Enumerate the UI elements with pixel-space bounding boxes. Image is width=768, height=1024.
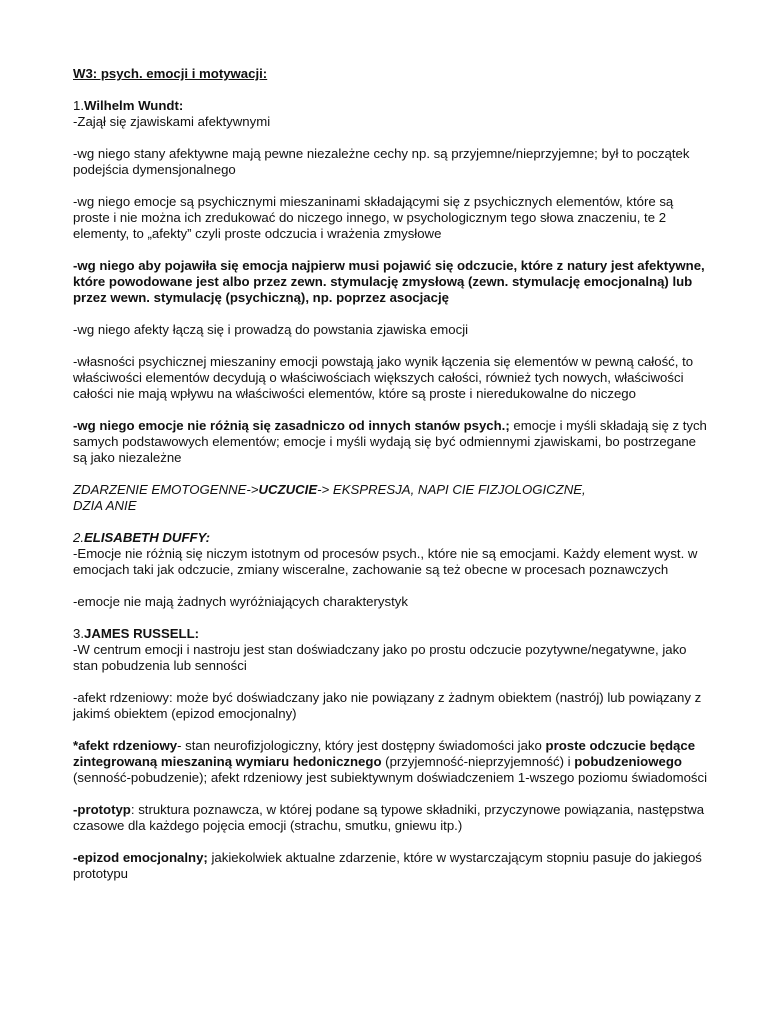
russell-paragraph-1: -W centrum emocji i nastroju jest stan doświadczany jako po prostu odczucie pozytywne/negatywne, jako stan pobudzenia lub senności [73, 642, 687, 673]
wundt-paragraph-6 [73, 418, 713, 466]
duffy-number: 2. [73, 530, 84, 545]
duffy-heading [73, 530, 713, 546]
core-affect-text-3: (senność-pobudzenie); afekt rdzeniowy jest subiektywnym doświadczeniem 1-wszego poziomu świadomości [73, 770, 708, 785]
emotion-flow-expression: -> EKSPRESJA, NAPI CIE FIZJOLOGICZNE, [317, 482, 586, 497]
emotional-episode-text: jakiekolwiek aktualne zdarzenie, które w wystarczającym stopniu pasuje do jakiegoś prototypu [73, 850, 702, 881]
core-affect-term: *afekt rdzeniowy [73, 738, 178, 753]
emotion-flow-end: DZIA ANIE [73, 498, 137, 513]
wundt-paragraph-6-rest: emocje i myśli składają się z tych samych podstawowych elementów; emocje i myśli wydają się być odmiennymi zjawiskami, bo postrzegane są jako niezależne [73, 418, 707, 465]
duffy-name: ELISABETH DUFFY: [84, 530, 211, 545]
emotion-flow-feeling: UCZUCIE [258, 482, 318, 497]
russell-number: 3. [73, 626, 84, 641]
wundt-heading [73, 98, 713, 114]
duffy-paragraph-1: -Emocje nie różnią się niczym istotnym od procesów psych., które nie są emocjami. Każdy element wyst. w emocjach taki jak odczucie, zmiany wisceralne, zachowanie są też obecne w procesach poznawczych [73, 546, 698, 577]
russell-name: JAMES RUSSELL: [84, 626, 200, 641]
duffy-paragraph-2: -emocje nie mają żadnych wyróżniających charakterystyk [73, 594, 408, 609]
emotional-episode-term: -epizod emocjonalny; [73, 850, 208, 865]
wundt-name: Wilhelm Wundt: [84, 98, 184, 113]
core-affect-text-1: - stan neurofizjologiczny, który jest dostępny świadomości jako [177, 738, 546, 753]
wundt-paragraph-2: -wg niego emocje są psychicznymi mieszaninami składającymi się z psychicznych elementów, które są proste i nie można ich zredukować do niczego innego, w psychologicznym tego słowa znaczeniu, te 2 elementy, to „afekty” czyli proste odczucia i wrażenia zmysłowe [73, 194, 674, 241]
emotion-flow [73, 482, 713, 498]
wundt-paragraph-3: -wg niego aby pojawiła się emocja najpierw musi pojawić się odczucie, które z natury jest afektywne, które powodowane jest albo przez zewn. stymulację zmysłową (zewn. stymulację emocjonalną) lub przez wewn. stymulację (psychiczną), np. poprzez asocjację [73, 258, 705, 305]
wundt-line1: -Zajął się zjawiskami afektywnymi [73, 114, 271, 129]
wundt-number: 1. [73, 98, 84, 113]
russell-paragraph-4 [73, 802, 713, 834]
prototype-text: : struktura poznawcza, w której podane są typowe składniki, przyczynowe powiązania, następstwa czasowe dla każdego pojęcia emocji (strachu, smutku, gniewu itp.) [73, 802, 705, 833]
wundt-paragraph-6-bold: -wg niego emocje nie różnią się zasadniczo od innych stanów psych.; [73, 418, 510, 433]
wundt-paragraph-1: -wg niego stany afektywne mają pewne niezależne cechy np. są przyjemne/nieprzyjemne; był to początek podejścia dymensjonalnego [73, 146, 690, 177]
russell-paragraph-3 [73, 738, 713, 786]
core-affect-bold-2: proste odczucie będące zintegrowaną mieszaniną wymiaru hedonicznego [73, 738, 696, 769]
russell-heading [73, 626, 713, 642]
wundt-paragraph-5: -własności psychicznej mieszaniny emocji powstają jako wynik łączenia się elementów w pewną całość, to właściwości elementów decydują o właściwościach większych całości, również tych nowych, właściwości całości nie mają wpływu na właściwości elementów, które są proste i nieredukowalne do niczego [73, 354, 694, 401]
core-affect-bold-3: pobudzeniowego [574, 754, 682, 769]
document-page [73, 66, 713, 882]
russell-paragraph-5 [73, 850, 713, 882]
document-title: W3: psych. emocji i motywacji: [73, 66, 268, 81]
russell-paragraph-2: -afekt rdzeniowy: może być doświadczany jako nie powiązany z żadnym obiektem (nastrój) lub powiązany z jakimś obiektem (epizod emocjonalny) [73, 690, 702, 721]
emotion-flow-start: ZDARZENIE EMOTOGENNE-> [73, 482, 259, 497]
core-affect-text-2: (przyjemność-nieprzyjemność) i [381, 754, 575, 769]
wundt-paragraph-4: -wg niego afekty łączą się i prowadzą do powstania zjawiska emocji [73, 322, 469, 337]
prototype-term: -prototyp [73, 802, 131, 817]
